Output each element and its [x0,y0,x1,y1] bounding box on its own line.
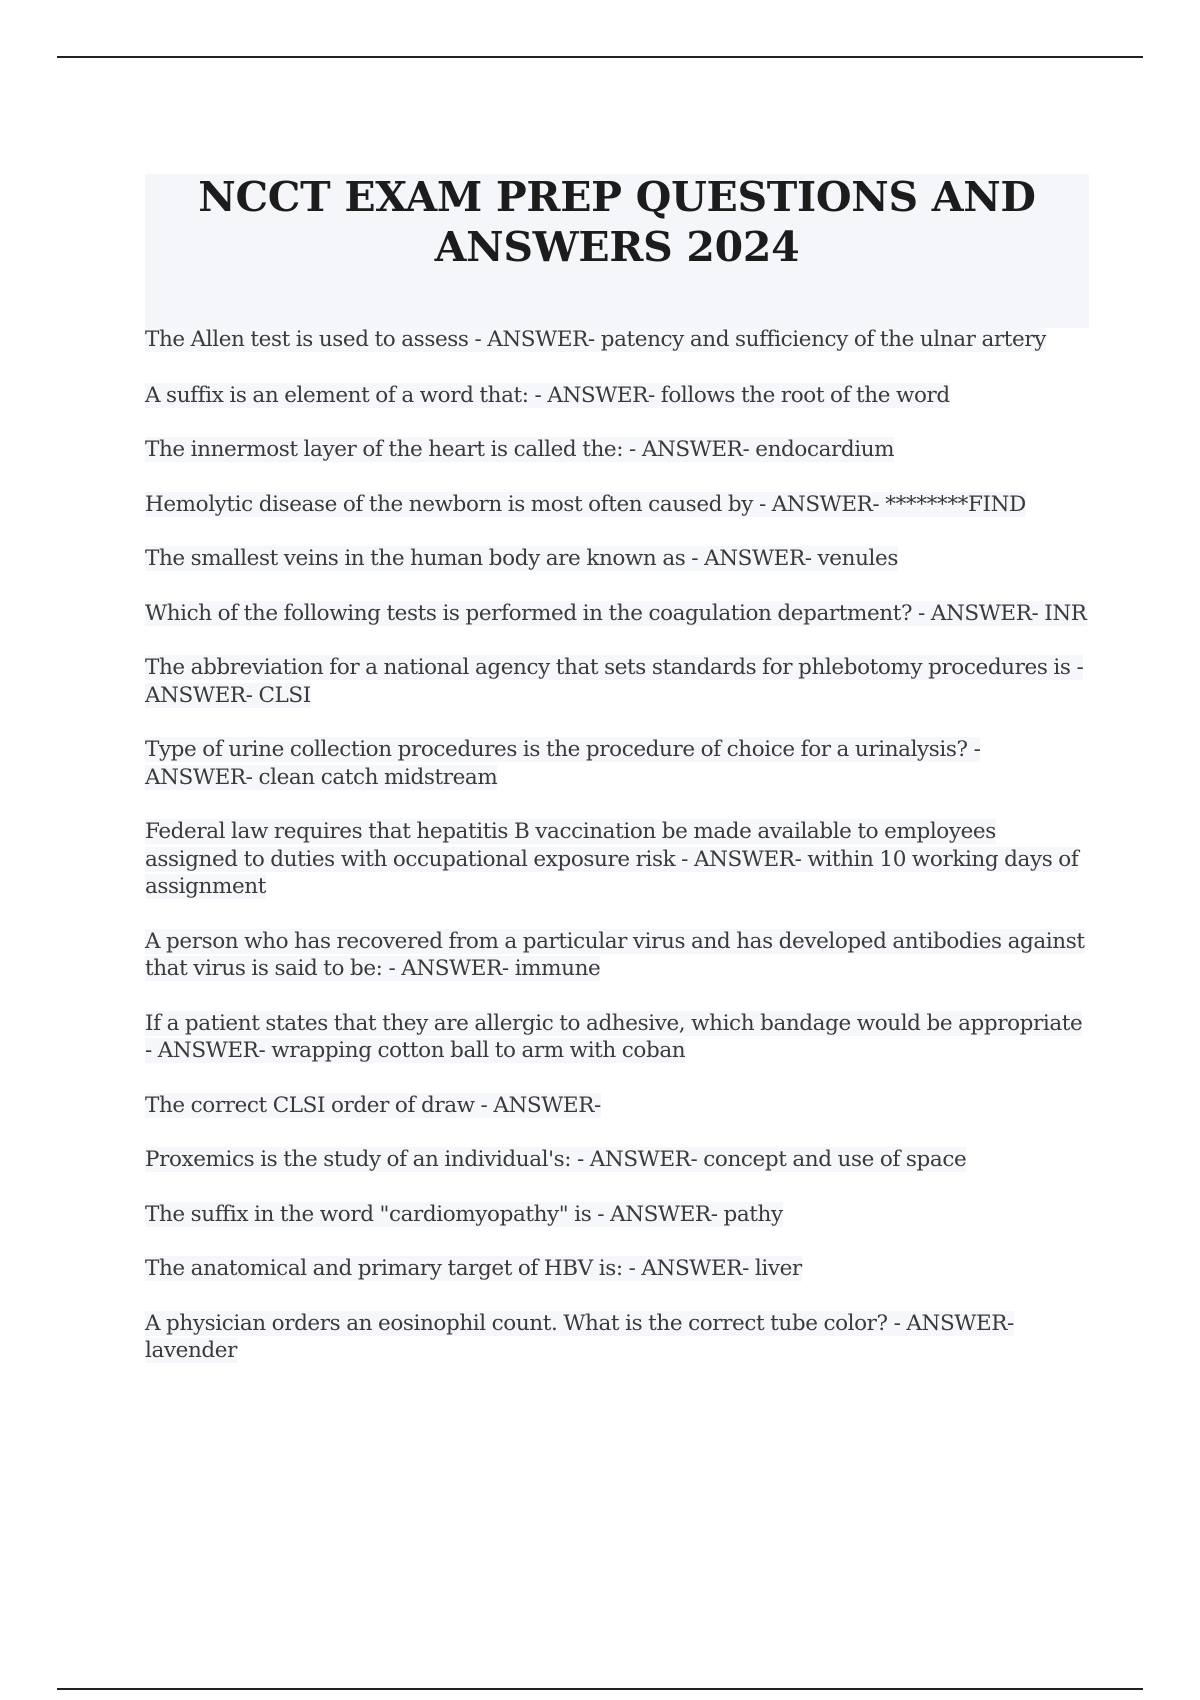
qa-item: If a patient states that they are allergic to adhesive, which bandage would be appropriate - ANSWER- wrapping cotton ball to arm with coban [145,1010,1083,1063]
document-title: NCCT EXAM PREP QUESTIONS AND ANSWERS 2024 [198,173,1036,271]
qa-item: Type of urine collection procedures is the procedure of choice for a urinalysis? - ANSWER- clean catch midstream [145,737,981,790]
qa-item: The correct CLSI order of draw - ANSWER- [145,1092,601,1118]
qa-item: A physician orders an eosinophil count. What is the correct tube color? - ANSWER- lavender [145,1310,1014,1363]
footer-rule [57,1688,1143,1690]
qa-item: The suffix in the word "cardiomyopathy" is - ANSWER- pathy [145,1201,783,1227]
qa-item: The Allen test is used to assess - ANSWER- patency and sufficiency of the ulnar artery [145,327,1046,352]
header-rule [57,56,1143,58]
qa-item: Federal law requires that hepatitis B vaccination be made available to employees assigned to duties with occupational exposure risk - ANSWER- within 10 working days of assignment [145,819,1079,899]
qa-item: Which of the following tests is performed in the coagulation department? - ANSWER- INR [145,600,1087,626]
qa-item: Proxemics is the study of an individual's: - ANSWER- concept and use of space [145,1147,967,1172]
qa-list [145,326,1090,1365]
qa-item: A person who has recovered from a particular virus and has developed antibodies against that virus is said to be: - ANSWER- immune [145,928,1085,981]
qa-item: A suffix is an element of a word that: - ANSWER- follows the root of the word [145,382,950,408]
qa-item: The anatomical and primary target of HBV is: - ANSWER- liver [145,1256,802,1281]
qa-item: Hemolytic disease of the newborn is most often caused by - ANSWER- ********FIND [145,491,1026,517]
qa-item: The smallest veins in the human body are known as - ANSWER- venules [145,546,898,571]
qa-item: The innermost layer of the heart is called the: - ANSWER- endocardium [145,437,895,462]
qa-item: The abbreviation for a national agency that sets standards for phlebotomy procedures is - ANSWER- CLSI [145,655,1084,708]
